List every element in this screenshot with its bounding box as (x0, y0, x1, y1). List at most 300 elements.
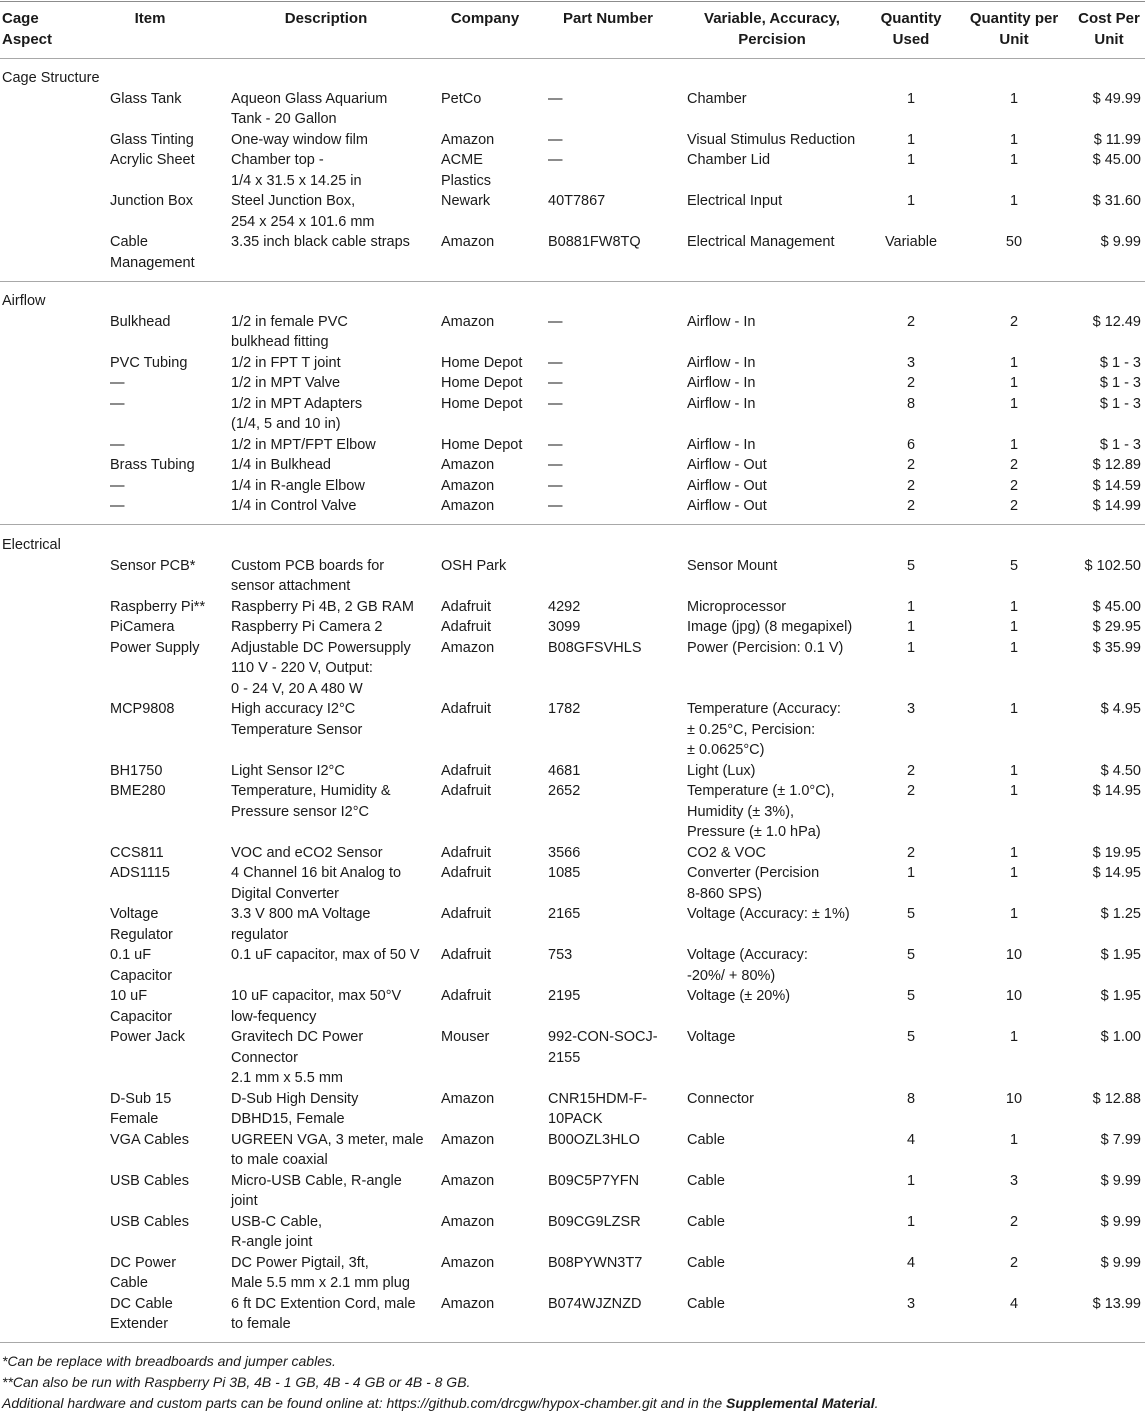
cell-company: Amazon (441, 313, 495, 330)
table-row (0, 638, 1145, 700)
cell-part-number: — (548, 152, 563, 168)
cell-quantity-used: 2 (906, 844, 916, 861)
cell-quantity-per-unit: 1 (1009, 598, 1019, 615)
cell-variable: Temperature (± 1.0°C), Humidity (± 3%), Pressure (± 1.0 hPa) (687, 783, 835, 840)
cell-variable: Airflow - In (687, 354, 756, 371)
cell-cost: $ 4.50 (1100, 762, 1141, 779)
cell-variable: Voltage (687, 1029, 736, 1045)
cell-part-number: B074WJZNZD (548, 1295, 642, 1312)
cell-item: Voltage Regulator (110, 906, 173, 943)
cell-description: 0.1 uF capacitor, max of 50 V (231, 947, 420, 963)
header-top-rule (0, 1, 1145, 2)
cell-quantity-per-unit: 2 (1009, 1254, 1019, 1271)
cell-variable: Cable (687, 1172, 725, 1189)
cell-cost: $ 9.99 (1100, 1213, 1141, 1230)
cell-quantity-used: 1 (906, 598, 916, 615)
cell-company: Adafruit (441, 844, 491, 861)
cell-item: DC Power Cable (110, 1254, 177, 1291)
cell-company: Home Depot (441, 375, 523, 391)
cell-item: Power Supply (110, 639, 200, 656)
cell-part-number: B08PYWN3T7 (548, 1254, 643, 1271)
cell-item: BME280 (110, 783, 166, 799)
cell-description: 1/4 in R-angle Elbow (231, 477, 365, 494)
cell-cost: $ 12.49 (1092, 313, 1141, 330)
cell-part-number: — (548, 354, 563, 371)
cell-company: Amazon (441, 1090, 495, 1107)
cell-description: USB-C Cable, R-angle joint (231, 1213, 323, 1250)
table-row (0, 556, 1145, 597)
table-row (0, 1294, 1145, 1335)
cell-quantity-per-unit: 1 (1009, 701, 1019, 717)
cell-company: Adafruit (441, 906, 491, 922)
table-row (0, 496, 1145, 517)
cell-description: D-Sub High Density DBHD15, Female (231, 1090, 359, 1127)
cell-quantity-per-unit: 1 (1009, 152, 1019, 168)
cell-quantity-used: 2 (906, 313, 916, 330)
cell-cost: $ 13.99 (1092, 1295, 1141, 1312)
header-part-number: Part Number (562, 10, 654, 27)
cell-company: Home Depot (441, 354, 523, 371)
cell-cost: $ 29.95 (1092, 619, 1141, 635)
cell-variable: Airflow - In (687, 313, 756, 330)
cell-quantity-used: 5 (906, 557, 916, 574)
cell-quantity-per-unit: 1 (1009, 1131, 1019, 1148)
cell-variable: Voltage (Accuracy: ± 1%) (687, 906, 850, 922)
cell-description: Gravitech DC Power Connector 2.1 mm x 5.5 mm (231, 1029, 364, 1086)
cell-part-number: — (548, 477, 563, 494)
cell-part-number: 2652 (548, 783, 581, 799)
cell-company: Home Depot (441, 436, 523, 453)
cell-cost: $ 14.95 (1092, 865, 1141, 881)
cell-company: Adafruit (441, 701, 491, 717)
cell-company: Adafruit (441, 783, 491, 799)
cell-part-number: 40T7867 (548, 193, 606, 209)
cell-company: Amazon (441, 477, 495, 494)
cell-cost: $ 1 - 3 (1099, 436, 1141, 453)
cell-cost: $ 12.88 (1092, 1090, 1141, 1107)
cell-company: Amazon (441, 457, 495, 473)
cell-item: PiCamera (110, 619, 175, 635)
cell-quantity-per-unit: 10 (1005, 988, 1023, 1004)
cell-part-number: B0881FW8TQ (548, 234, 641, 250)
cell-item: Bulkhead (110, 313, 171, 330)
cell-quantity-per-unit: 1 (1009, 906, 1019, 922)
cell-variable: Electrical Input (687, 193, 783, 209)
cell-part-number: — (548, 375, 563, 391)
cell-quantity-per-unit: 1 (1009, 844, 1019, 861)
table-row (0, 1212, 1145, 1253)
header-quantity-per-unit: Quantity per Unit (969, 10, 1059, 48)
cell-description: UGREEN VGA, 3 meter, male to male coaxial (231, 1131, 424, 1168)
footnote-3-end: . (874, 1395, 879, 1411)
cell-variable: Voltage (± 20%) (687, 988, 791, 1004)
table-row (0, 1253, 1145, 1294)
footnote-3-text: Additional hardware and custom parts can be found online at: https://github.com/drcgw/hypox-chamber.git and in the (2, 1395, 727, 1411)
cell-cost: $ 9.99 (1100, 1254, 1141, 1271)
cell-cost: $ 102.50 (1084, 557, 1141, 574)
cell-quantity-used: 1 (906, 193, 916, 209)
cell-company: Amazon (441, 1295, 495, 1312)
table-row (0, 617, 1145, 638)
table-row (0, 373, 1145, 394)
cell-company: Newark (441, 193, 491, 209)
cell-cost: $ 1.95 (1100, 988, 1141, 1004)
section-rule (0, 281, 1145, 282)
cell-company: Adafruit (441, 988, 491, 1004)
cell-company: Amazon (441, 1131, 495, 1148)
cell-part-number: — (548, 395, 563, 412)
cell-company: Adafruit (441, 598, 491, 615)
cell-quantity-used: 1 (906, 619, 916, 635)
cell-part-number: 1782 (548, 701, 581, 717)
cell-item: ADS1115 (110, 865, 170, 881)
cell-quantity-used: 8 (906, 395, 916, 412)
cell-cost: $ 9.99 (1100, 1172, 1141, 1189)
cell-description: High accuracy I2°C Temperature Sensor (231, 701, 363, 738)
table-row (0, 150, 1145, 191)
cell-quantity-per-unit: 4 (1009, 1295, 1019, 1312)
cell-cost: $ 1 - 3 (1099, 395, 1141, 412)
section-title: Electrical (2, 537, 61, 553)
cell-item: Glass Tinting (110, 131, 194, 148)
cell-quantity-per-unit: 2 (1009, 457, 1019, 473)
cell-quantity-used: 1 (906, 865, 916, 881)
cell-part-number: B09CG9LZSR (548, 1213, 641, 1230)
cell-cost: $ 4.95 (1100, 701, 1141, 717)
cell-quantity-used: 1 (906, 1213, 916, 1230)
cell-quantity-per-unit: 2 (1009, 1213, 1019, 1230)
cell-quantity-used: 2 (906, 457, 916, 473)
cell-description: Steel Junction Box, 254 x 254 x 101.6 mm (231, 193, 375, 230)
cell-description: Chamber top - 1/4 x 31.5 x 14.25 in (231, 152, 362, 189)
cell-variable: Cable (687, 1254, 725, 1271)
cell-quantity-per-unit: 3 (1009, 1172, 1019, 1189)
table-row (0, 986, 1145, 1027)
cell-quantity-used: 2 (906, 783, 916, 799)
cell-company: Adafruit (441, 762, 491, 779)
header-quantity-used: Quantity Used (880, 10, 942, 48)
cell-variable: Airflow - Out (687, 457, 767, 473)
cell-description: 1/4 in Control Valve (231, 498, 357, 514)
cell-company: Adafruit (441, 619, 491, 635)
cell-item: Sensor PCB* (110, 557, 196, 574)
cell-description: 1/2 in FPT T joint (231, 354, 341, 371)
table-row (0, 435, 1145, 456)
cell-variable: Chamber (687, 90, 747, 107)
cell-variable: Airflow - In (687, 375, 756, 391)
cell-quantity-per-unit: 1 (1009, 131, 1019, 148)
table-header (0, 9, 1145, 51)
cell-part-number: 3566 (548, 844, 581, 861)
table-row (0, 597, 1145, 618)
cell-company: Amazon (441, 234, 495, 250)
cell-variable: Cable (687, 1295, 725, 1312)
cell-variable: Cable (687, 1213, 725, 1230)
cell-item: — (110, 436, 125, 453)
cell-item: Brass Tubing (110, 457, 195, 473)
cell-description: 1/2 in MPT Adapters (1/4, 5 and 10 in) (231, 395, 363, 432)
cell-part-number: — (548, 90, 563, 107)
table-row (0, 1089, 1145, 1130)
cell-part-number: — (548, 436, 563, 453)
cell-description: VOC and eCO2 Sensor (231, 844, 383, 861)
cell-description: 4 Channel 16 bit Analog to Digital Converter (231, 865, 402, 902)
cell-quantity-used: 4 (906, 1254, 916, 1271)
cell-description: Raspberry Pi 4B, 2 GB RAM (231, 598, 414, 615)
cell-variable: Electrical Management (687, 234, 835, 250)
cell-quantity-used: 4 (906, 1131, 916, 1148)
cell-cost: $ 14.59 (1092, 477, 1141, 494)
cell-company: PetCo (441, 90, 482, 107)
cell-company: Amazon (441, 1213, 495, 1230)
cell-variable: Connector (687, 1090, 754, 1107)
cell-company: Adafruit (441, 947, 491, 963)
cell-company: Amazon (441, 498, 495, 514)
table-row (0, 455, 1145, 476)
cell-part-number: — (548, 313, 563, 330)
cell-quantity-used: Variable (884, 234, 938, 250)
header-bottom-rule (0, 58, 1145, 59)
cell-quantity-used: 8 (906, 1090, 916, 1107)
table-row (0, 761, 1145, 782)
cell-quantity-used: 2 (906, 375, 916, 391)
cell-company: Amazon (441, 1254, 495, 1271)
cell-company: Home Depot (441, 395, 523, 412)
footnote-3-bold: Supplemental Material (726, 1395, 875, 1411)
cell-quantity-per-unit: 1 (1009, 395, 1019, 412)
cell-description: One-way window film (231, 131, 368, 148)
cell-part-number: B08GFSVHLS (548, 639, 642, 656)
cell-item: PVC Tubing (110, 354, 188, 371)
cell-quantity-per-unit: 5 (1009, 557, 1019, 574)
cell-quantity-used: 2 (906, 762, 916, 779)
section-rule (0, 524, 1145, 525)
cell-part-number: CNR15HDM-F- 10PACK (548, 1090, 648, 1127)
cell-item: USB Cables (110, 1213, 189, 1230)
section-title: Airflow (2, 293, 46, 309)
table-row (0, 1171, 1145, 1212)
cell-cost: $ 1.00 (1100, 1029, 1141, 1045)
cell-quantity-used: 3 (906, 1295, 916, 1312)
cell-variable: Chamber Lid (687, 152, 771, 168)
cell-quantity-per-unit: 50 (1005, 234, 1023, 250)
cell-item: D-Sub 15 Female (110, 1090, 172, 1127)
cell-variable: Microprocessor (687, 598, 787, 615)
cell-description: 1/2 in MPT/FPT Elbow (231, 436, 376, 453)
cell-description: DC Power Pigtail, 3ft, Male 5.5 mm x 2.1 mm plug (231, 1254, 410, 1291)
cell-part-number: B00OZL3HLO (548, 1131, 640, 1148)
cell-quantity-used: 6 (906, 436, 916, 453)
cell-description: Light Sensor I2°C (231, 762, 345, 779)
table-row (0, 1130, 1145, 1171)
table-row (0, 863, 1145, 904)
table-row (0, 191, 1145, 232)
footnote-1: *Can be replace with breadboards and jumper cables. (2, 1353, 336, 1369)
cell-variable: Converter (Percision 8-860 SPS) (687, 865, 820, 902)
cell-quantity-per-unit: 1 (1009, 639, 1019, 656)
cell-description: Micro-USB Cable, R-angle joint (231, 1172, 402, 1209)
cell-description: 3.35 inch black cable straps (231, 234, 410, 250)
cell-cost: $ 9.99 (1100, 234, 1141, 250)
cell-cost: $ 45.00 (1092, 598, 1141, 615)
cell-quantity-used: 1 (906, 639, 916, 656)
cell-part-number: 2165 (548, 906, 581, 922)
cell-quantity-used: 3 (906, 354, 916, 371)
table-row (0, 843, 1145, 864)
cell-description: 1/2 in female PVC bulkhead fitting (231, 313, 348, 350)
cell-quantity-per-unit: 1 (1009, 1029, 1019, 1045)
cell-quantity-used: 5 (906, 947, 916, 963)
cell-variable: Airflow - Out (687, 477, 767, 494)
cell-cost: $ 45.00 (1092, 152, 1141, 168)
table-row (0, 312, 1145, 353)
cell-item: — (110, 395, 125, 412)
cell-variable: Visual Stimulus Reduction (687, 131, 856, 148)
table-row (0, 904, 1145, 945)
cell-description: 10 uF capacitor, max 50°V low-fequency (231, 988, 402, 1025)
cell-cost: $ 14.99 (1092, 498, 1141, 514)
table-row (0, 353, 1145, 374)
cell-quantity-per-unit: 2 (1009, 498, 1019, 514)
header-item: Item (134, 10, 166, 27)
cell-quantity-per-unit: 2 (1009, 477, 1019, 494)
cell-company: Amazon (441, 639, 495, 656)
cell-company: OSH Park (441, 557, 507, 574)
section-title: Cage Structure (2, 70, 100, 86)
cell-item: BH1750 (110, 762, 163, 779)
cell-cost: $ 1 - 3 (1099, 354, 1141, 371)
cell-variable: Cable (687, 1131, 725, 1148)
cell-cost: $ 11.99 (1093, 131, 1141, 148)
cell-item: Acrylic Sheet (110, 152, 195, 168)
table-row (0, 232, 1145, 273)
cell-quantity-per-unit: 1 (1009, 783, 1019, 799)
cell-cost: $ 19.95 (1092, 844, 1141, 861)
cell-quantity-per-unit: 1 (1009, 90, 1019, 107)
cell-item: 0.1 uF Capacitor (110, 947, 173, 984)
cell-quantity-used: 2 (906, 498, 916, 514)
header-variable: Variable, Accuracy, Percision (704, 10, 840, 48)
cell-quantity-used: 5 (906, 988, 916, 1004)
table-row (0, 476, 1145, 497)
cell-quantity-used: 2 (906, 477, 916, 494)
cell-description: 1/4 in Bulkhead (231, 457, 331, 473)
cell-item: DC Cable Extender (110, 1295, 173, 1332)
cell-company: Amazon (441, 1172, 495, 1189)
cell-part-number: 992-CON-SOCJ- 2155 (548, 1029, 658, 1066)
cell-company: Adafruit (441, 865, 491, 881)
header-cost-per-unit: Cost Per Unit (1078, 10, 1140, 48)
cell-part-number: 4681 (548, 762, 581, 779)
cell-item: Power Jack (110, 1029, 185, 1045)
cell-cost: $ 7.99 (1100, 1131, 1141, 1148)
cell-part-number: 3099 (548, 619, 581, 635)
cell-quantity-used: 1 (906, 131, 916, 148)
cell-item: Raspberry Pi** (110, 598, 206, 615)
cell-variable: Airflow - Out (687, 498, 767, 514)
table-row (0, 945, 1145, 986)
cell-quantity-per-unit: 1 (1009, 354, 1019, 371)
cell-item: CCS811 (110, 844, 164, 861)
cell-item: MCP9808 (110, 701, 175, 717)
cell-description: Temperature, Humidity & Pressure sensor I2°C (231, 783, 391, 820)
cell-quantity-used: 1 (906, 1172, 916, 1189)
cell-item: 10 uF Capacitor (110, 988, 173, 1025)
header-description: Description (284, 10, 368, 27)
table-row (0, 699, 1145, 761)
cell-variable: Image (jpg) (8 megapixel) (687, 619, 853, 635)
cell-variable: Power (Percision: 0.1 V) (687, 639, 844, 656)
cell-item: — (110, 375, 125, 391)
cell-item: USB Cables (110, 1172, 189, 1189)
cell-item: VGA Cables (110, 1131, 189, 1148)
cell-quantity-per-unit: 1 (1009, 619, 1019, 635)
cell-description: Custom PCB boards for sensor attachment (231, 557, 385, 594)
cell-part-number: — (548, 457, 563, 473)
table-row (0, 1027, 1145, 1089)
cell-part-number: 753 (548, 947, 573, 963)
footnote-2: **Can also be run with Raspberry Pi 3B, 4B - 1 GB, 4B - 4 GB or 4B - 8 GB. (2, 1374, 471, 1390)
cell-quantity-used: 5 (906, 1029, 916, 1045)
cell-company: Mouser (441, 1029, 490, 1045)
cell-quantity-per-unit: 2 (1009, 313, 1019, 330)
table-row (0, 781, 1145, 843)
cell-company: Amazon (441, 131, 495, 148)
cell-part-number: 4292 (548, 598, 581, 615)
table-row (0, 89, 1145, 130)
cell-description: Adjustable DC Powersupply 110 V - 220 V, Output: 0 - 24 V, 20 A 480 W (231, 639, 411, 697)
cell-variable: Voltage (Accuracy: -20%/ + 80%) (687, 947, 808, 984)
cell-cost: $ 31.60 (1092, 193, 1141, 209)
cell-item: Cable Management (110, 234, 195, 271)
header-company: Company (450, 10, 520, 27)
cell-description: 3.3 V 800 mA Voltage regulator (231, 906, 371, 943)
cell-item: — (110, 477, 125, 494)
cell-cost: $ 1.95 (1100, 947, 1141, 963)
cell-cost: $ 14.95 (1092, 783, 1141, 799)
cell-item: Junction Box (110, 193, 194, 209)
table-row (0, 130, 1145, 151)
cell-item: — (110, 498, 125, 514)
cell-variable: Temperature (Accuracy: ± 0.25°C, Percision: ± 0.0625°C) (687, 701, 841, 758)
cell-description: Raspberry Pi Camera 2 (231, 619, 383, 635)
cell-description: 6 ft DC Extention Cord, male to female (231, 1295, 416, 1332)
cell-part-number: B09C5P7YFN (548, 1172, 640, 1189)
table-row (0, 394, 1145, 435)
cell-cost: $ 1.25 (1100, 906, 1141, 922)
cell-part-number: 2195 (548, 988, 581, 1004)
cell-quantity-per-unit: 1 (1009, 865, 1019, 881)
cell-quantity-per-unit: 10 (1005, 947, 1023, 963)
cell-description: Aqueon Glass Aquarium Tank - 20 Gallon (231, 90, 388, 127)
cell-company: ACME Plastics (441, 152, 491, 189)
cell-quantity-per-unit: 10 (1005, 1090, 1023, 1107)
cell-variable: Airflow - In (687, 395, 756, 412)
cell-quantity-used: 1 (906, 90, 916, 107)
header-cage-aspect: Cage Aspect (2, 10, 53, 48)
footnote-3 (2, 1393, 879, 1414)
cell-part-number: — (548, 498, 563, 514)
cell-quantity-per-unit: 1 (1009, 375, 1019, 391)
cell-variable: Sensor Mount (687, 557, 778, 574)
cell-quantity-used: 3 (906, 701, 916, 717)
cell-variable: Light (Lux) (687, 762, 756, 779)
cell-quantity-used: 1 (906, 152, 916, 168)
cell-variable: Airflow - In (687, 436, 756, 453)
cell-quantity-per-unit: 1 (1009, 762, 1019, 779)
cell-quantity-per-unit: 1 (1009, 193, 1019, 209)
cell-item: Glass Tank (110, 90, 182, 107)
